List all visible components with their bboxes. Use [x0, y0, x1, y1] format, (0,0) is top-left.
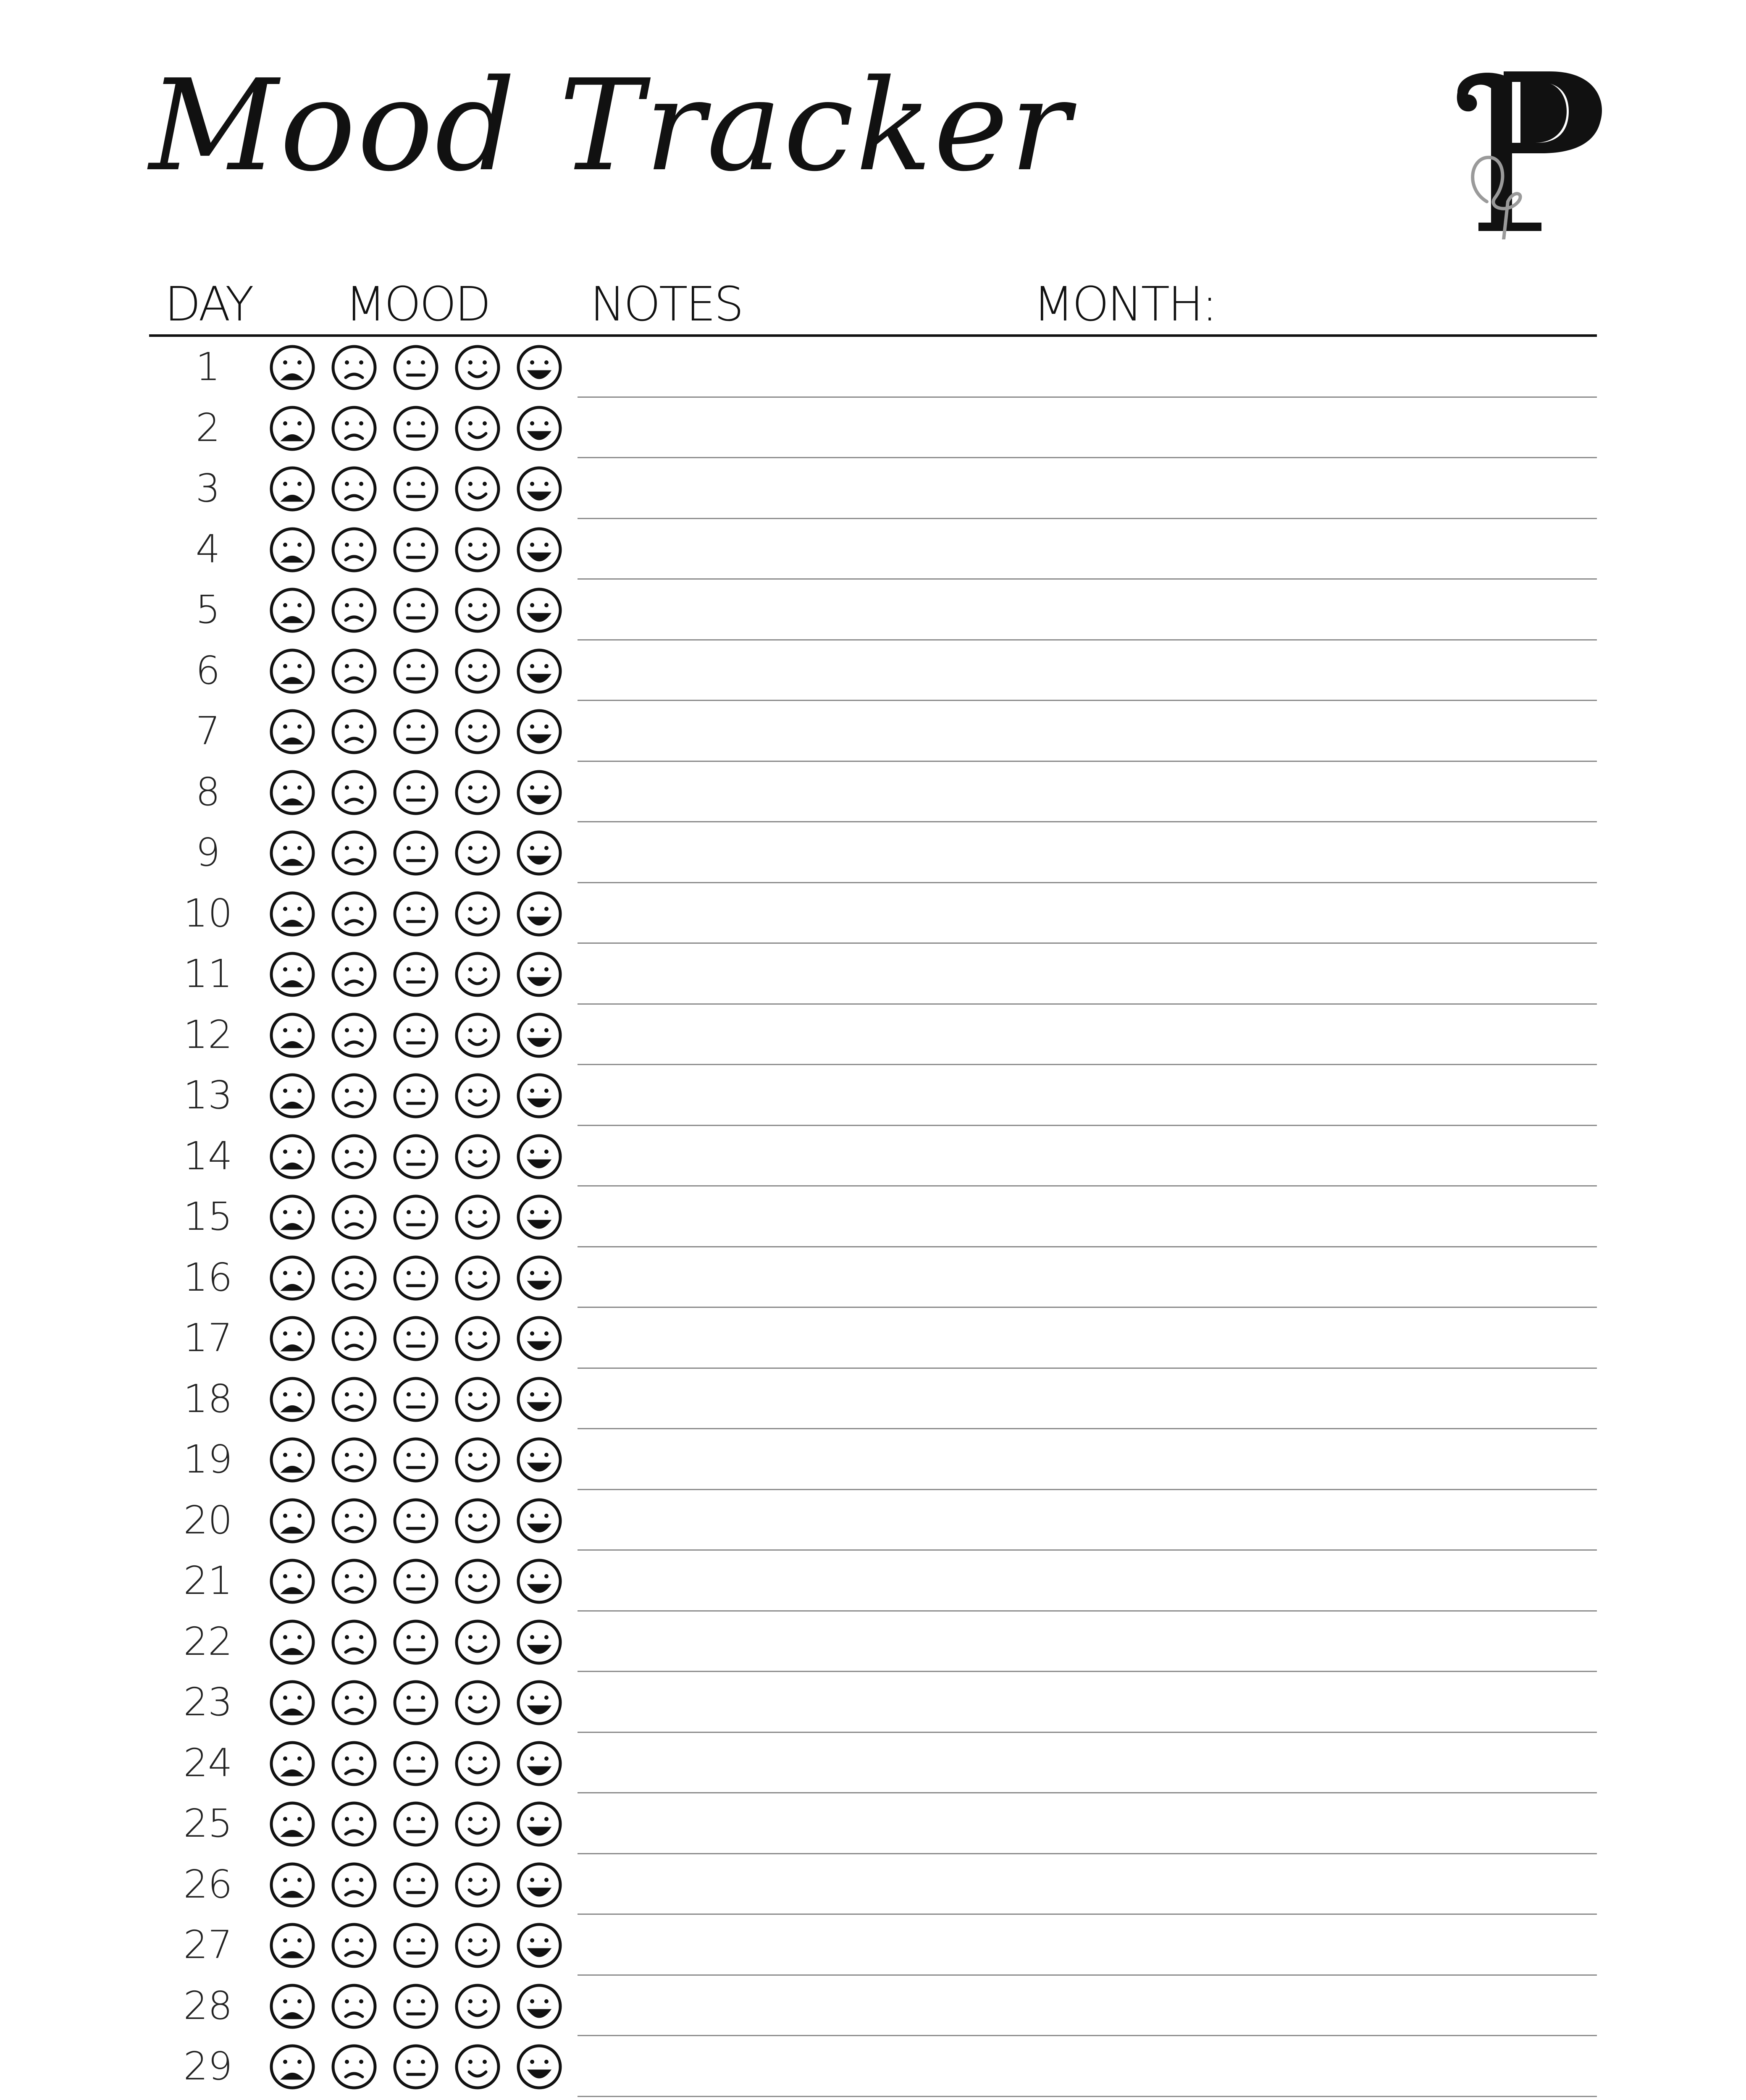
very-sad-face-icon	[271, 953, 313, 995]
day-number: 24	[183, 1740, 233, 1785]
column-header-notes: NOTES	[590, 277, 743, 332]
very-happy-face-icon	[518, 772, 560, 814]
day-number: 2	[195, 405, 221, 450]
neutral-face-icon	[395, 1743, 437, 1785]
very-sad-face-icon	[271, 1378, 313, 1420]
mood-face-options[interactable]	[269, 1194, 575, 1241]
table-row	[0, 640, 1746, 701]
sad-face-icon	[333, 468, 375, 510]
very-sad-face-icon	[271, 1318, 313, 1360]
very-happy-face-icon	[518, 1682, 560, 1724]
happy-face-icon	[457, 1136, 499, 1178]
sad-face-icon	[333, 1136, 375, 1178]
very-sad-face-icon	[271, 711, 313, 753]
mood-face-options[interactable]	[269, 1376, 575, 1423]
day-number: 27	[183, 1922, 233, 1967]
sad-face-icon	[333, 407, 375, 449]
mood-face-options[interactable]	[269, 1012, 575, 1059]
happy-face-icon	[457, 1560, 499, 1602]
mood-face-options[interactable]	[269, 648, 575, 695]
very-happy-face-icon	[518, 1075, 560, 1117]
very-sad-face-icon	[271, 1621, 313, 1663]
mood-face-options[interactable]	[269, 405, 575, 452]
neutral-face-icon	[395, 1985, 437, 2027]
neutral-face-icon	[395, 1621, 437, 1663]
happy-face-icon	[457, 2046, 499, 2088]
happy-face-icon	[457, 1075, 499, 1117]
mood-face-options[interactable]	[269, 769, 575, 816]
mood-face-options[interactable]	[269, 1255, 575, 1302]
sad-face-icon	[333, 1318, 375, 1360]
happy-face-icon	[457, 1439, 499, 1481]
neutral-face-icon	[395, 1803, 437, 1845]
very-sad-face-icon	[271, 1439, 313, 1481]
happy-face-icon	[457, 1864, 499, 1906]
very-sad-face-icon	[271, 1136, 313, 1178]
column-header-mood: MOOD	[345, 277, 490, 332]
day-number: 9	[195, 830, 221, 875]
happy-face-icon	[457, 1743, 499, 1785]
mood-face-options[interactable]	[269, 1315, 575, 1362]
very-happy-face-icon	[518, 1985, 560, 2027]
column-header-day: DAY	[165, 277, 252, 332]
neutral-face-icon	[395, 1560, 437, 1602]
table-row	[0, 1369, 1746, 1430]
sad-face-icon	[333, 1621, 375, 1663]
neutral-face-icon	[395, 1257, 437, 1299]
happy-face-icon	[457, 1196, 499, 1238]
day-number: 13	[183, 1073, 233, 1118]
sad-face-icon	[333, 711, 375, 753]
very-happy-face-icon	[518, 953, 560, 995]
happy-face-icon	[457, 589, 499, 631]
table-row	[0, 1854, 1746, 1915]
very-happy-face-icon	[518, 468, 560, 510]
mood-face-options[interactable]	[269, 1497, 575, 1544]
very-happy-face-icon	[518, 1196, 560, 1238]
mood-face-options[interactable]	[269, 2043, 575, 2090]
sad-face-icon	[333, 772, 375, 814]
happy-face-icon	[457, 711, 499, 753]
very-sad-face-icon	[271, 1743, 313, 1785]
happy-face-icon	[457, 407, 499, 449]
neutral-face-icon	[395, 1682, 437, 1724]
table-row	[0, 1247, 1746, 1308]
very-sad-face-icon	[271, 772, 313, 814]
very-happy-face-icon	[518, 1743, 560, 1785]
happy-face-icon	[457, 1378, 499, 1420]
very-sad-face-icon	[271, 1803, 313, 1845]
very-happy-face-icon	[518, 1864, 560, 1906]
day-number: 10	[183, 890, 233, 936]
very-sad-face-icon	[271, 650, 313, 692]
sad-face-icon	[333, 589, 375, 631]
very-happy-face-icon	[518, 893, 560, 935]
happy-face-icon	[457, 1803, 499, 1845]
day-number: 22	[183, 1619, 233, 1664]
table-row	[0, 2097, 1746, 2100]
day-number	[160, 2097, 256, 2100]
very-sad-face-icon	[271, 529, 313, 571]
mood-face-options[interactable]	[269, 465, 575, 512]
neutral-face-icon	[395, 1136, 437, 1178]
table-row	[0, 883, 1746, 944]
table-row	[0, 1612, 1746, 1672]
table-row	[0, 1126, 1746, 1187]
happy-face-icon	[457, 1621, 499, 1663]
day-number: 20	[183, 1497, 233, 1543]
very-sad-face-icon	[271, 468, 313, 510]
very-sad-face-icon	[271, 1682, 313, 1724]
day-number: 6	[195, 648, 221, 693]
very-happy-face-icon	[518, 2046, 560, 2088]
very-sad-face-icon	[271, 407, 313, 449]
sad-face-icon	[333, 1864, 375, 1906]
very-happy-face-icon	[518, 1318, 560, 1360]
day-number: 5	[195, 587, 221, 632]
day-number: 15	[183, 1194, 233, 1239]
table-row	[0, 944, 1746, 1005]
table-row	[0, 1490, 1746, 1551]
very-happy-face-icon	[518, 1136, 560, 1178]
logo-p-icon	[1441, 63, 1609, 239]
sad-face-icon	[333, 893, 375, 935]
neutral-face-icon	[395, 711, 437, 753]
sad-face-icon	[333, 1682, 375, 1724]
table-row	[0, 1915, 1746, 1976]
very-happy-face-icon	[518, 1014, 560, 1056]
table-row	[0, 1429, 1746, 1490]
day-number: 7	[195, 709, 221, 753]
table-row	[0, 337, 1746, 398]
sad-face-icon	[333, 1560, 375, 1602]
mood-face-options[interactable]	[269, 830, 575, 877]
table-row	[0, 580, 1746, 640]
very-happy-face-icon	[518, 1621, 560, 1663]
very-sad-face-icon	[271, 1864, 313, 1906]
table-row	[0, 822, 1746, 883]
very-sad-face-icon	[271, 1257, 313, 1299]
mood-face-options[interactable]	[269, 1983, 575, 2030]
very-happy-face-icon	[518, 589, 560, 631]
mood-face-options[interactable]	[269, 1619, 575, 1666]
day-number: 28	[183, 1983, 233, 2028]
table-row	[0, 1186, 1746, 1247]
mood-face-options[interactable]	[269, 1922, 575, 1969]
neutral-face-icon	[395, 893, 437, 935]
sad-face-icon	[333, 1985, 375, 2027]
happy-face-icon	[457, 893, 499, 935]
mood-face-options[interactable]	[269, 1679, 575, 1726]
very-happy-face-icon	[518, 346, 560, 388]
table-row	[0, 1733, 1746, 1794]
mood-face-options[interactable]	[269, 1436, 575, 1483]
neutral-face-icon	[395, 832, 437, 874]
mood-face-options[interactable]	[269, 587, 575, 634]
day-number: 26	[183, 1861, 233, 1907]
very-sad-face-icon	[271, 1196, 313, 1238]
sad-face-icon	[333, 1257, 375, 1299]
day-number: 14	[183, 1133, 233, 1179]
table-row	[0, 519, 1746, 580]
happy-face-icon	[457, 953, 499, 995]
neutral-face-icon	[395, 2046, 437, 2088]
day-number: 25	[183, 1801, 233, 1846]
happy-face-icon	[457, 1014, 499, 1056]
sad-face-icon	[333, 1075, 375, 1117]
neutral-face-icon	[395, 772, 437, 814]
very-sad-face-icon	[271, 2046, 313, 2088]
happy-face-icon	[457, 1318, 499, 1360]
neutral-face-icon	[395, 1075, 437, 1117]
table-row	[0, 762, 1746, 823]
happy-face-icon	[457, 772, 499, 814]
neutral-face-icon	[395, 953, 437, 995]
mood-face-options[interactable]	[269, 708, 575, 755]
mood-face-options[interactable]	[269, 890, 575, 937]
very-sad-face-icon	[271, 1014, 313, 1056]
very-sad-face-icon	[271, 1500, 313, 1542]
day-number: 4	[195, 526, 221, 572]
neutral-face-icon	[395, 1864, 437, 1906]
neutral-face-icon	[395, 529, 437, 571]
table-row	[0, 1793, 1746, 1854]
day-number: 21	[183, 1558, 233, 1603]
neutral-face-icon	[395, 468, 437, 510]
table-row	[0, 1976, 1746, 2037]
happy-face-icon	[457, 832, 499, 874]
table-row	[0, 701, 1746, 762]
neutral-face-icon	[395, 1924, 437, 1966]
happy-face-icon	[457, 346, 499, 388]
sad-face-icon	[333, 1803, 375, 1845]
day-number: 19	[183, 1437, 233, 1482]
sad-face-icon	[333, 1439, 375, 1481]
happy-face-icon	[457, 1682, 499, 1724]
page-title: Mood Tracker	[149, 52, 1072, 199]
neutral-face-icon	[395, 1378, 437, 1420]
sad-face-icon	[333, 1924, 375, 1966]
mood-face-options[interactable]	[269, 526, 575, 573]
day-number: 23	[183, 1680, 233, 1725]
mood-face-options[interactable]	[269, 1861, 575, 1908]
table-row	[0, 1308, 1746, 1369]
table-row	[0, 398, 1746, 459]
very-sad-face-icon	[271, 1924, 313, 1966]
day-number: 1	[195, 344, 221, 389]
day-number: 11	[183, 951, 233, 996]
mood-face-options[interactable]	[269, 1133, 575, 1180]
mood-face-options[interactable]	[269, 951, 575, 998]
very-happy-face-icon	[518, 1924, 560, 1966]
very-sad-face-icon	[271, 893, 313, 935]
mood-face-options[interactable]	[269, 1072, 575, 1119]
sad-face-icon	[333, 346, 375, 388]
sad-face-icon	[333, 650, 375, 692]
neutral-face-icon	[395, 1196, 437, 1238]
month-label: MONTH:	[1033, 277, 1216, 332]
brand-logo	[1441, 63, 1609, 239]
sad-face-icon	[333, 529, 375, 571]
day-number: 12	[183, 1012, 233, 1057]
day-number: 16	[183, 1255, 233, 1300]
very-happy-face-icon	[518, 711, 560, 753]
happy-face-icon	[457, 1500, 499, 1542]
table-row	[0, 1551, 1746, 1612]
happy-face-icon	[457, 650, 499, 692]
sad-face-icon	[333, 953, 375, 995]
very-sad-face-icon	[271, 832, 313, 874]
neutral-face-icon	[395, 1439, 437, 1481]
very-sad-face-icon	[271, 1560, 313, 1602]
very-sad-face-icon	[271, 1075, 313, 1117]
happy-face-icon	[457, 1985, 499, 2027]
sad-face-icon	[333, 832, 375, 874]
mood-face-options[interactable]	[269, 344, 575, 391]
sad-face-icon	[333, 1196, 375, 1238]
neutral-face-icon	[395, 1014, 437, 1056]
day-number: 3	[195, 466, 221, 511]
day-number: 17	[183, 1315, 233, 1360]
very-sad-face-icon	[271, 1985, 313, 2027]
very-happy-face-icon	[518, 832, 560, 874]
neutral-face-icon	[395, 407, 437, 449]
neutral-face-icon	[395, 1318, 437, 1360]
happy-face-icon	[457, 468, 499, 510]
very-sad-face-icon	[271, 589, 313, 631]
table-row	[0, 1065, 1746, 1126]
mood-face-options[interactable]	[269, 1558, 575, 1605]
very-sad-face-icon	[271, 346, 313, 388]
neutral-face-icon	[395, 589, 437, 631]
mood-face-options[interactable]	[269, 1740, 575, 1787]
sad-face-icon	[333, 1743, 375, 1785]
very-happy-face-icon	[518, 1439, 560, 1481]
day-number: 18	[183, 1376, 233, 1421]
happy-face-icon	[457, 529, 499, 571]
very-happy-face-icon	[518, 1803, 560, 1845]
neutral-face-icon	[395, 1500, 437, 1542]
happy-face-icon	[457, 1257, 499, 1299]
very-happy-face-icon	[518, 407, 560, 449]
very-happy-face-icon	[518, 529, 560, 571]
very-happy-face-icon	[518, 1500, 560, 1542]
table-row	[0, 2036, 1746, 2097]
sad-face-icon	[333, 1500, 375, 1542]
day-number: 8	[195, 769, 221, 814]
happy-face-icon	[457, 1924, 499, 1966]
very-happy-face-icon	[518, 1257, 560, 1299]
sad-face-icon	[333, 1378, 375, 1420]
table-row	[0, 1005, 1746, 1066]
sad-face-icon	[333, 1014, 375, 1056]
very-happy-face-icon	[518, 1378, 560, 1420]
table-row	[0, 1672, 1746, 1733]
very-happy-face-icon	[518, 1560, 560, 1602]
very-happy-face-icon	[518, 650, 560, 692]
table-row	[0, 458, 1746, 519]
day-number: 29	[183, 2044, 233, 2089]
mood-face-options[interactable]	[269, 1801, 575, 1848]
sad-face-icon	[333, 2046, 375, 2088]
neutral-face-icon	[395, 650, 437, 692]
neutral-face-icon	[395, 346, 437, 388]
